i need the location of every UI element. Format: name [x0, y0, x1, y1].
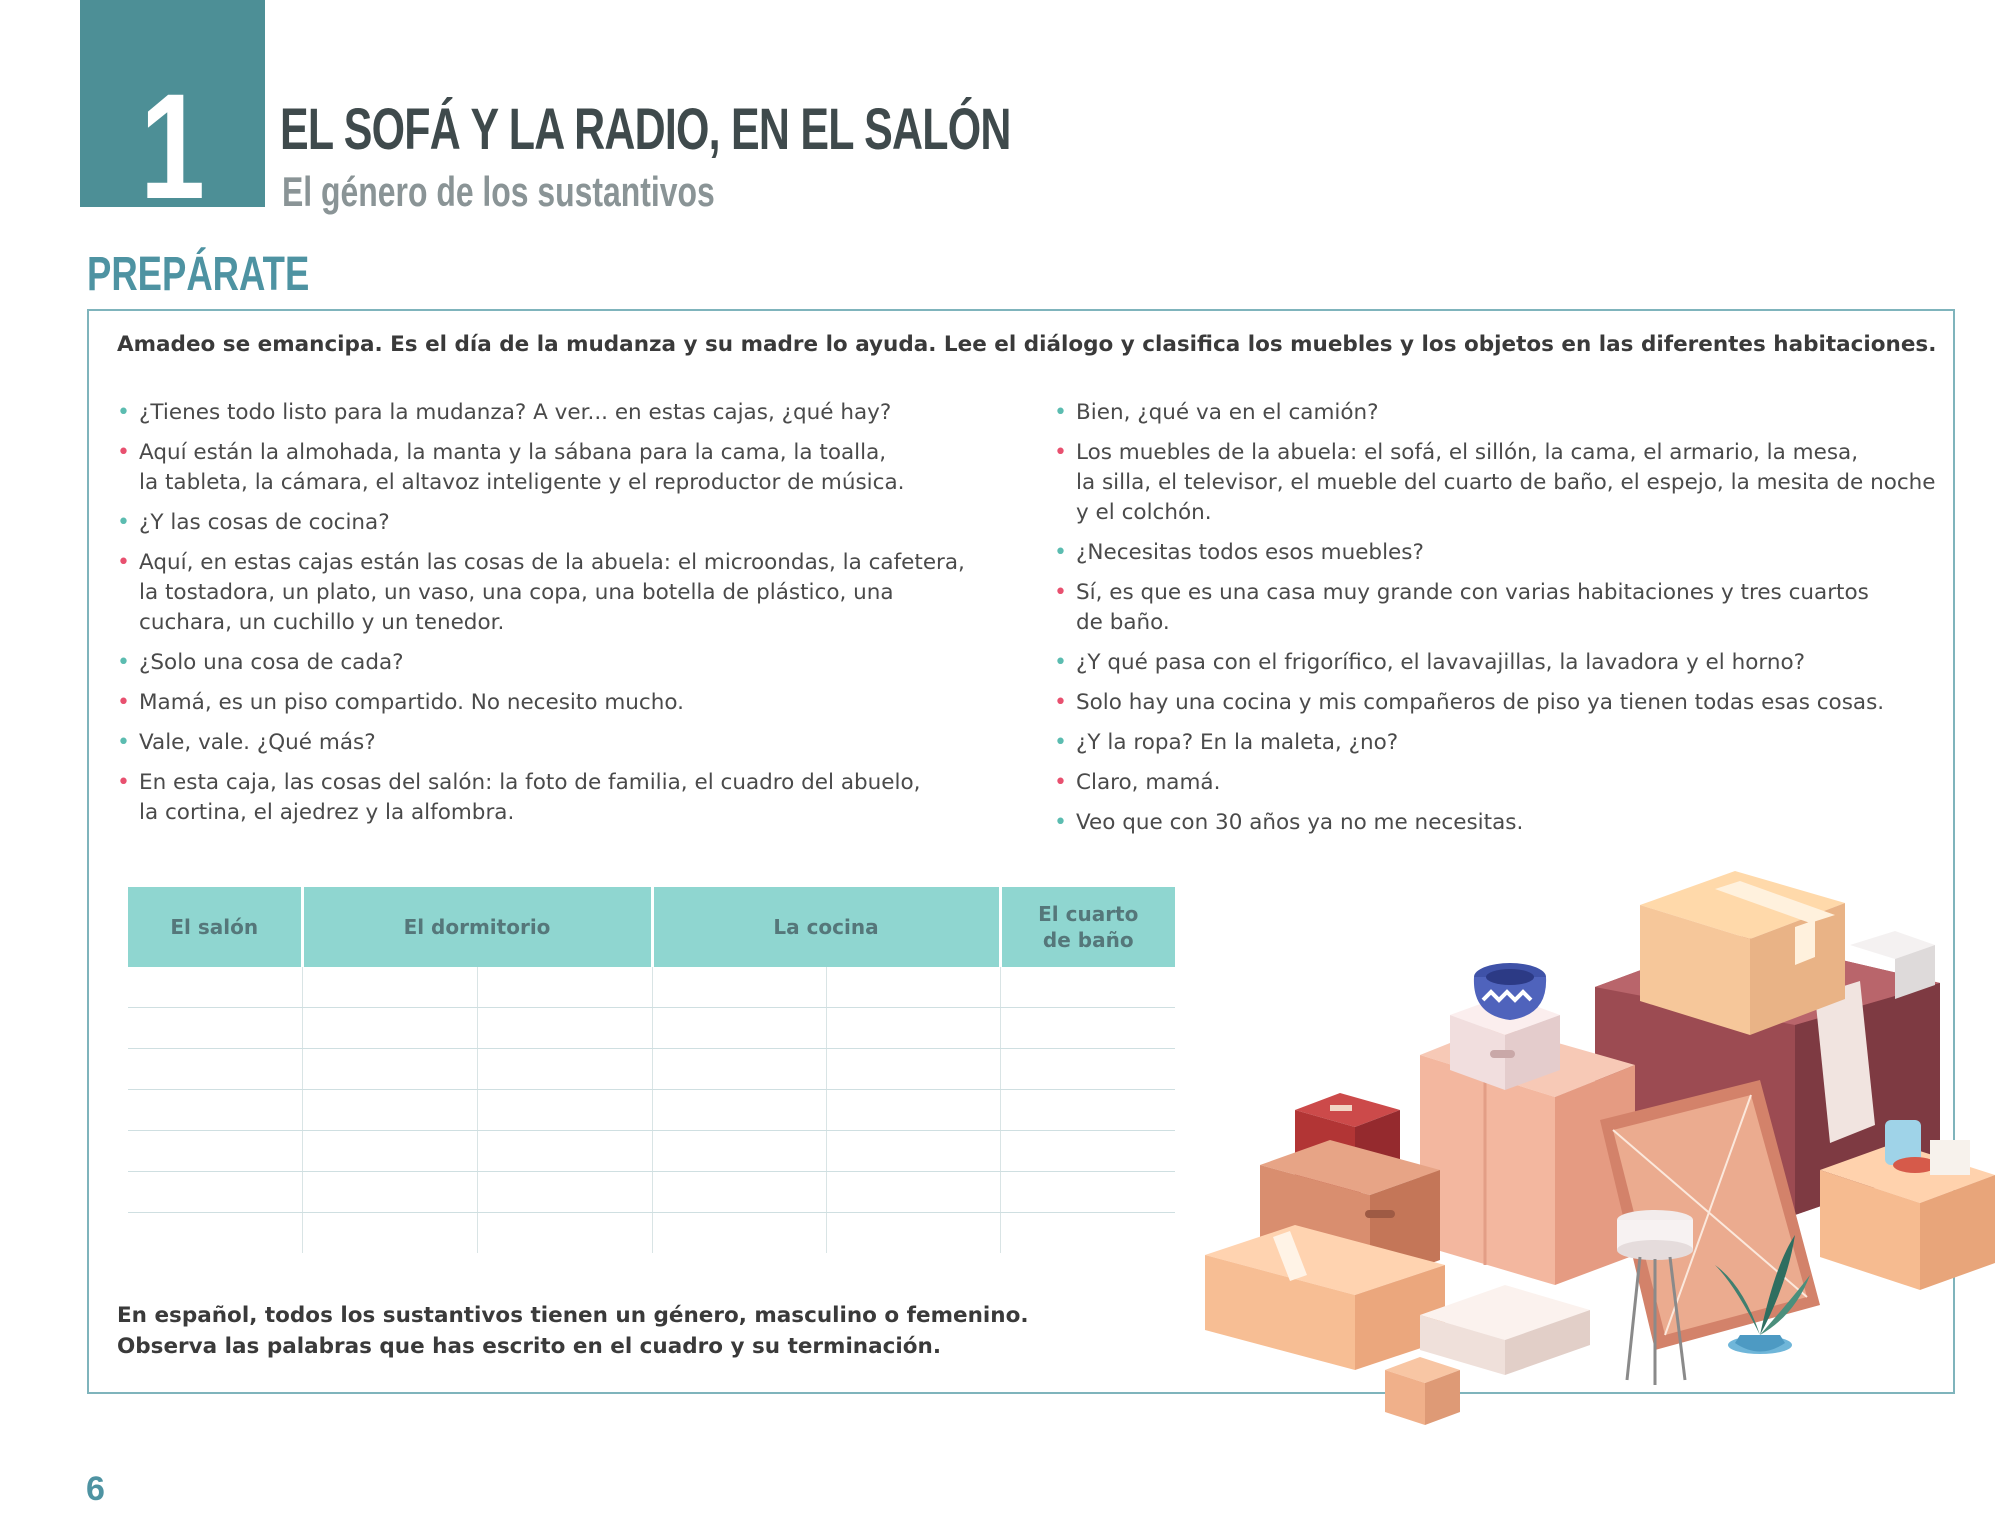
table-cell[interactable] — [1000, 967, 1175, 1008]
table-cell[interactable] — [477, 1090, 652, 1131]
bullet-icon: • — [1054, 400, 1067, 425]
classification-table — [128, 887, 1175, 1253]
table-cell[interactable] — [128, 1213, 302, 1254]
bullet-icon: • — [1054, 540, 1067, 565]
dialogue-line — [117, 398, 977, 428]
table-cell[interactable] — [128, 1090, 302, 1131]
dialogue-text: Aquí están la almohada, la manta y la sábana para la cama, la toalla, — [139, 440, 887, 465]
table-cell[interactable] — [826, 1131, 1000, 1172]
table-cell[interactable] — [1000, 1213, 1175, 1254]
dialogue-line — [117, 508, 977, 538]
page-number: 6 — [86, 1470, 105, 1508]
dialogue-line — [1054, 438, 1944, 528]
dialogue-text: ¿Y la ropa? En la maleta, ¿no? — [1076, 730, 1399, 755]
dialogue-line — [117, 728, 977, 758]
dialogue-text: En esta caja, las cosas del salón: la foto de familia, el cuadro del abuelo, — [139, 770, 921, 795]
dialogue-text: Mamá, es un piso compartido. No necesito mucho. — [139, 690, 684, 715]
dialogue-line — [1054, 538, 1944, 568]
dialogue-text: Vale, vale. ¿Qué más? — [139, 730, 376, 755]
table-header-label: El dormitorio — [403, 915, 551, 939]
dialogue-text: cuchara, un cuchillo y un tenedor. — [139, 610, 505, 635]
bullet-icon: • — [1054, 770, 1067, 795]
dialogue-line — [1054, 578, 1944, 638]
table-cell[interactable] — [477, 1213, 652, 1254]
table-cell[interactable] — [477, 1049, 652, 1090]
table-cell[interactable] — [1000, 1090, 1175, 1131]
table-header-room — [302, 887, 652, 967]
table-row — [128, 1172, 1175, 1213]
table-header-room — [128, 887, 302, 967]
unit-number-block — [80, 0, 265, 230]
dialogue-text: la cortina, el ajedrez y la alfombra. — [139, 800, 515, 825]
dialogue-text: ¿Y las cosas de cocina? — [139, 510, 390, 535]
table-cell[interactable] — [1000, 1172, 1175, 1213]
dialogue-line — [1054, 398, 1944, 428]
grammar-note-line: Observa las palabras que has escrito en el cuadro y su terminación. — [117, 1334, 941, 1359]
table-cell[interactable] — [302, 967, 477, 1008]
bullet-icon: • — [117, 690, 130, 715]
table-row — [128, 1049, 1175, 1090]
table-cell[interactable] — [128, 1008, 302, 1049]
table-header-room — [652, 887, 1000, 967]
section-title: PREPÁRATE — [87, 248, 310, 301]
dialogue-text: la tostadora, un plato, un vaso, una copa, una botella de plástico, una — [139, 580, 894, 605]
table-cell[interactable] — [128, 967, 302, 1008]
table-cell[interactable] — [302, 1090, 477, 1131]
table-cell[interactable] — [128, 1172, 302, 1213]
table-header-label: El cuarto — [1038, 902, 1139, 926]
unit-title: EL SOFÁ Y LA RADIO, EN EL SALÓN — [280, 97, 1011, 162]
bullet-icon: • — [117, 400, 130, 425]
table-cell[interactable] — [302, 1049, 477, 1090]
table-header-label: El salón — [170, 915, 259, 939]
dialogue-line — [117, 548, 977, 638]
dialogue-line — [117, 688, 977, 718]
dialogue-line — [1054, 688, 1944, 718]
table-cell[interactable] — [826, 1008, 1000, 1049]
table-cell[interactable] — [477, 1008, 652, 1049]
dialogue-text: Claro, mamá. — [1076, 770, 1221, 795]
dialogue-text: ¿Y qué pasa con el frigorífico, el lavavajillas, la lavadora y el horno? — [1076, 650, 1806, 675]
dialogue-line — [1054, 808, 1944, 838]
dialogue-text: la tableta, la cámara, el altavoz inteligente y el reproductor de música. — [139, 470, 905, 495]
table-row — [128, 1131, 1175, 1172]
dialogue-line — [1054, 768, 1944, 798]
table-cell[interactable] — [128, 1131, 302, 1172]
dialogue-text: Aquí, en estas cajas están las cosas de la abuela: el microondas, la cafetera, — [139, 550, 965, 575]
dialogue-text: ¿Necesitas todos esos muebles? — [1076, 540, 1424, 565]
bullet-icon: • — [1054, 650, 1067, 675]
dialogue-text: Sí, es que es una casa muy grande con varias habitaciones y tres cuartos — [1076, 580, 1869, 605]
bullet-icon: • — [117, 770, 130, 795]
table-cell[interactable] — [826, 1049, 1000, 1090]
table-cell[interactable] — [1000, 1131, 1175, 1172]
table-cell[interactable] — [826, 1172, 1000, 1213]
table-cell[interactable] — [1000, 1008, 1175, 1049]
bullet-icon: • — [117, 510, 130, 535]
dialogue-line — [117, 438, 977, 498]
table-cell[interactable] — [302, 1213, 477, 1254]
bullet-icon: • — [1054, 690, 1067, 715]
table-cell[interactable] — [477, 1172, 652, 1213]
table-cell[interactable] — [302, 1172, 477, 1213]
small-bottom-box — [1385, 1357, 1460, 1425]
dialogue-left-column — [117, 398, 977, 838]
table-cell[interactable] — [302, 1131, 477, 1172]
bullet-icon: • — [117, 550, 130, 575]
dialogue-text: Veo que con 30 años ya no me necesitas. — [1076, 810, 1524, 835]
exercise-instructions: Amadeo se emancipa. Es el día de la mudanza y su madre lo ayuda. Lee el diálogo y clasifica los muebles y los objetos en las diferentes habitaciones. — [117, 332, 1937, 357]
table-header-label: La cocina — [773, 915, 879, 939]
dialogue-line — [1054, 728, 1944, 758]
table-cell[interactable] — [302, 1008, 477, 1049]
grammar-note — [117, 1300, 1029, 1362]
table-row — [128, 967, 1175, 1008]
table-cell[interactable] — [1000, 1049, 1175, 1090]
table-cell[interactable] — [826, 967, 1000, 1008]
table-cell[interactable] — [652, 1008, 826, 1049]
dialogue-text: ¿Tienes todo listo para la mudanza? A ver... en estas cajas, ¿qué hay? — [139, 400, 892, 425]
table-cell[interactable] — [652, 1090, 826, 1131]
bullet-icon: • — [1054, 730, 1067, 755]
bullet-icon: • — [117, 730, 130, 755]
table-cell[interactable] — [128, 1049, 302, 1090]
dialogue-text: y el colchón. — [1076, 500, 1212, 525]
table-cell[interactable] — [826, 1213, 1000, 1254]
table-cell[interactable] — [826, 1090, 1000, 1131]
unit-subtitle: El género de los sustantivos — [282, 168, 715, 215]
table-row — [128, 1090, 1175, 1131]
dialogue-text: Bien, ¿qué va en el camión? — [1076, 400, 1379, 425]
table-header-room — [1000, 887, 1175, 967]
dialogue-text: Solo hay una cocina y mis compañeros de piso ya tienen todas esas cosas. — [1076, 690, 1885, 715]
flat-white-box — [1420, 1285, 1590, 1375]
table-row — [128, 1008, 1175, 1049]
table-cell[interactable] — [652, 967, 826, 1008]
dialogue-right-column — [1054, 398, 1944, 848]
bullet-icon: • — [1054, 810, 1067, 835]
table-cell[interactable] — [477, 1131, 652, 1172]
table-cell[interactable] — [652, 1049, 826, 1090]
bullet-icon: • — [1054, 580, 1067, 605]
moving-boxes-illustration — [1195, 865, 2000, 1450]
bullet-icon: • — [1054, 440, 1067, 465]
dialogue-line — [117, 648, 977, 678]
table-cell[interactable] — [477, 967, 652, 1008]
unit-number: 1 — [139, 62, 206, 230]
dialogue-text: de baño. — [1076, 610, 1170, 635]
table-row — [128, 1213, 1175, 1254]
dialogue-line — [1054, 648, 1944, 678]
dialogue-line — [117, 768, 977, 828]
bullet-icon: • — [117, 440, 130, 465]
grammar-note-line: En español, todos los sustantivos tienen un género, masculino o femenino. — [117, 1303, 1029, 1328]
top-cardboard-box — [1640, 871, 1845, 1035]
table-header-label: de baño — [1042, 928, 1134, 952]
bullet-icon: • — [117, 650, 130, 675]
dialogue-text: ¿Solo una cosa de cada? — [139, 650, 404, 675]
table-cell[interactable] — [652, 1131, 826, 1172]
table-cell[interactable] — [652, 1213, 826, 1254]
dialogue-text: Los muebles de la abuela: el sofá, el sillón, la cama, el armario, la mesa, — [1076, 440, 1859, 465]
dialogue-text: la silla, el televisor, el mueble del cuarto de baño, el espejo, la mesita de noche — [1076, 470, 1936, 495]
table-cell[interactable] — [652, 1172, 826, 1213]
